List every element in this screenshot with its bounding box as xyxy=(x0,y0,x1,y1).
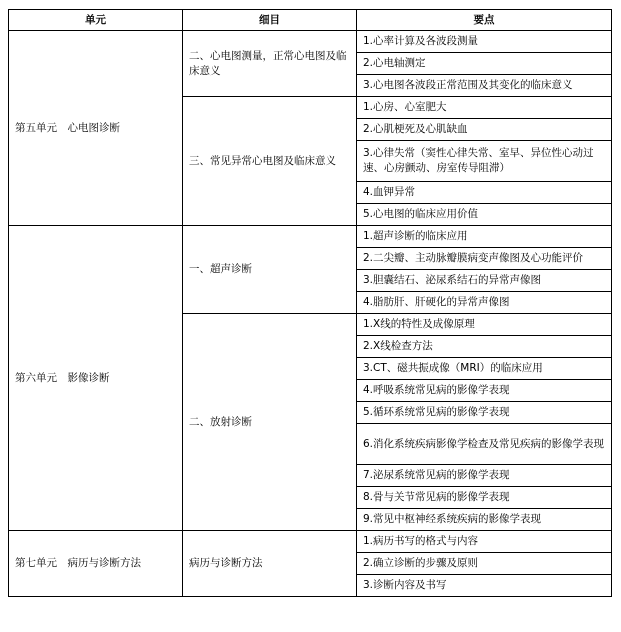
point-cell: 5.循环系统常见病的影像学表现 xyxy=(357,402,612,424)
unit-cell-5: 第五单元 心电图诊断 xyxy=(9,31,183,226)
point-cell: 8.骨与关节常见病的影像学表现 xyxy=(357,487,612,509)
point-cell: 3.胆囊结石、泌尿系结石的异常声像图 xyxy=(357,270,612,292)
point-cell: 3.心电图各波段正常范围及其变化的临床意义 xyxy=(357,75,612,97)
point-cell: 7.泌尿系统常见病的影像学表现 xyxy=(357,465,612,487)
point-cell: 1.超声诊断的临床应用 xyxy=(357,226,612,248)
point-cell: 2.心肌梗死及心肌缺血 xyxy=(357,119,612,141)
point-cell: 3.诊断内容及书写 xyxy=(357,575,612,597)
point-cell: 4.呼吸系统常见病的影像学表现 xyxy=(357,380,612,402)
table-row xyxy=(9,31,612,53)
point-cell: 3.CT、磁共振成像（MRI）的临床应用 xyxy=(357,358,612,380)
point-cell: 2.X线检查方法 xyxy=(357,336,612,358)
syllabus-table xyxy=(8,9,612,597)
subject-cell: 一、超声诊断 xyxy=(183,226,357,314)
subject-cell: 病历与诊断方法 xyxy=(183,531,357,597)
subject-cell: 二、心电图测量，正常心电图及临床意义 xyxy=(183,31,357,97)
unit-cell-6: 第六单元 影像诊断 xyxy=(9,226,183,531)
point-cell: 1.心率计算及各波段测量 xyxy=(357,31,612,53)
point-cell: 4.脂肪肝、肝硬化的异常声像图 xyxy=(357,292,612,314)
point-cell: 5.心电图的临床应用价值 xyxy=(357,204,612,226)
point-cell: 1.X线的特性及成像原理 xyxy=(357,314,612,336)
point-cell: 6.消化系统疾病影像学检查及常见疾病的影像学表现 xyxy=(357,424,612,465)
point-cell: 1.病历书写的格式与内容 xyxy=(357,531,612,553)
table-row xyxy=(9,531,612,553)
point-cell: 2.二尖瓣、主动脉瓣膜病变声像图及心功能评价 xyxy=(357,248,612,270)
point-cell: 3.心律失常（窦性心律失常、室早、异位性心动过速、心房颤动、房室传导阻滞） xyxy=(357,141,612,182)
point-cell: 2.心电轴测定 xyxy=(357,53,612,75)
header-unit: 单元 xyxy=(9,10,183,31)
point-cell: 2.确立诊断的步骤及原则 xyxy=(357,553,612,575)
unit-cell-7: 第七单元 病历与诊断方法 xyxy=(9,531,183,597)
point-cell: 9.常见中枢神经系统疾病的影像学表现 xyxy=(357,509,612,531)
subject-cell: 二、放射诊断 xyxy=(183,314,357,531)
subject-cell: 三、常见异常心电图及临床意义 xyxy=(183,97,357,226)
header-row xyxy=(9,10,612,31)
header-subject: 细目 xyxy=(183,10,357,31)
table-row xyxy=(9,226,612,248)
point-cell: 1.心房、心室肥大 xyxy=(357,97,612,119)
header-points: 要点 xyxy=(357,10,612,31)
point-cell: 4.血钾异常 xyxy=(357,182,612,204)
